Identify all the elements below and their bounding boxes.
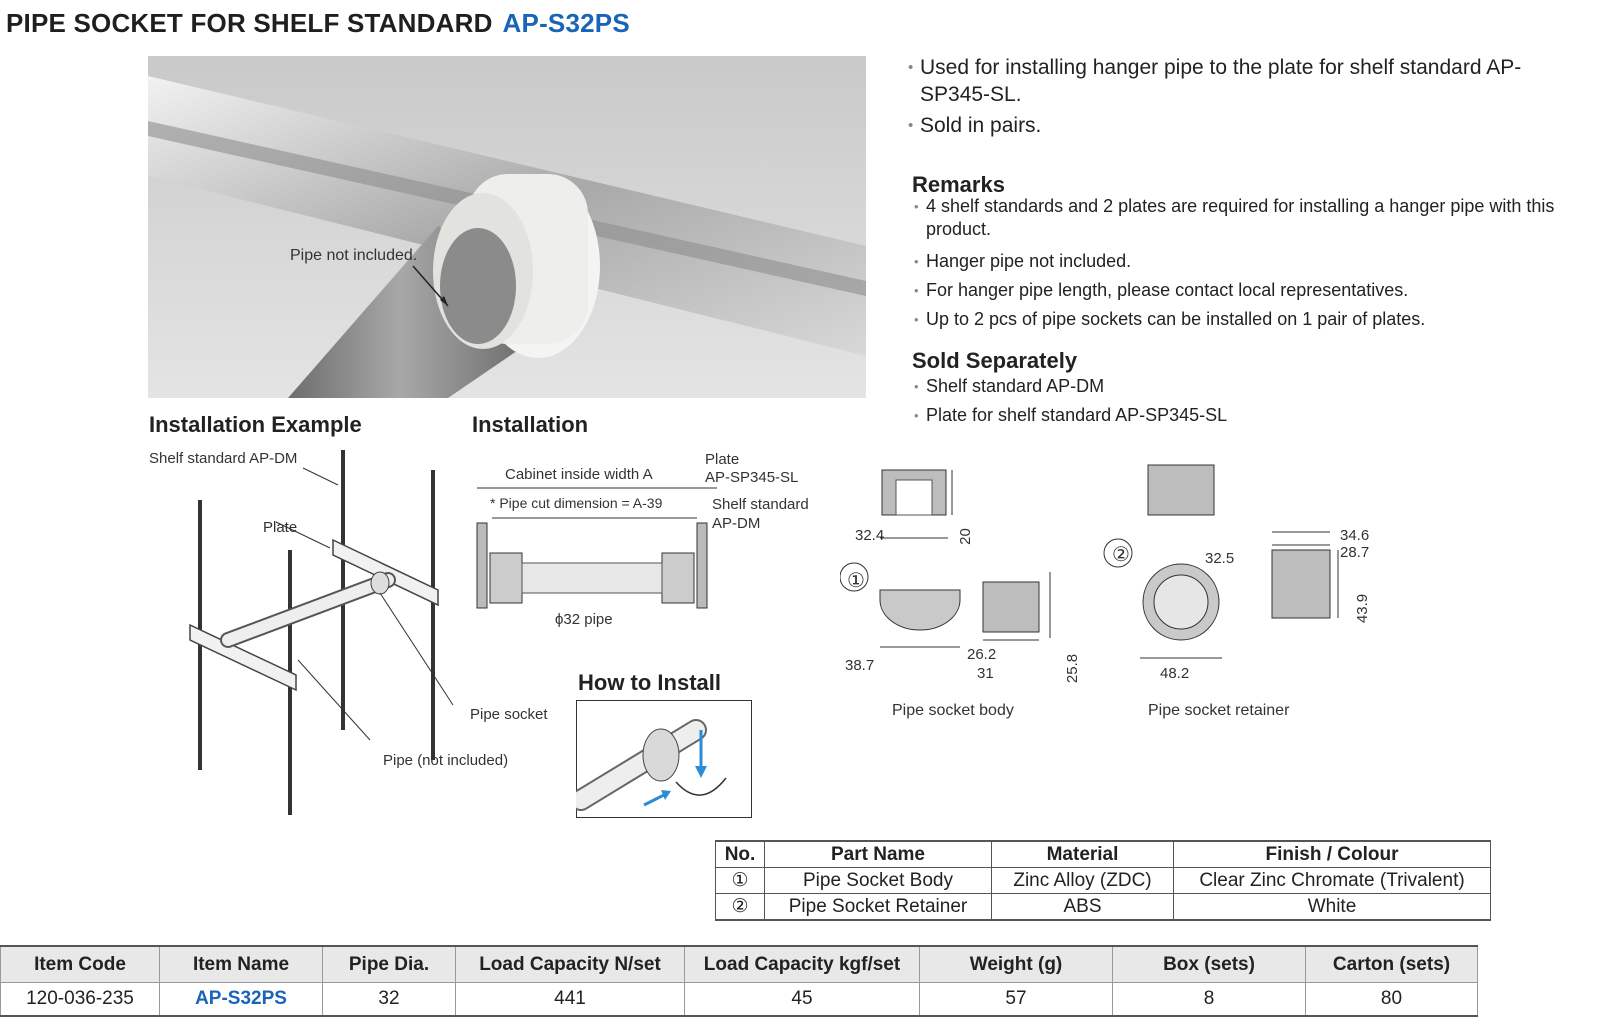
- cabinet-width-label: Cabinet inside width A: [505, 466, 653, 483]
- parts-table: [715, 840, 1491, 921]
- parts-header: No.: [716, 841, 765, 868]
- items-cell: 80: [1306, 983, 1478, 1017]
- remarks-item: • 4 shelf standards and 2 plates are required for installing a hanger pipe with this product.: [914, 195, 1604, 247]
- table-row: [1, 983, 1478, 1017]
- items-cell: 45: [685, 983, 920, 1017]
- title-text: PIPE SOCKET FOR SHELF STANDARD: [6, 8, 493, 38]
- pipe-socket-label: Pipe socket: [470, 706, 548, 723]
- pipe-dia-label: ϕ32 pipe: [555, 611, 613, 628]
- sold-separately-list: [914, 372, 1227, 430]
- install-standard-code: AP-DM: [712, 515, 761, 532]
- body-dim: 25.8: [1064, 653, 1082, 684]
- pipe-label: Pipe (not included): [383, 752, 509, 769]
- sold-separately-item: • Shelf standard AP-DM: [914, 372, 1227, 401]
- feature-item: • Used for installing hanger pipe to the plate for shelf standard AP-SP345-SL.: [908, 54, 1568, 108]
- items-cell: 32: [323, 983, 456, 1017]
- body-dim: 31: [977, 665, 994, 682]
- feature-list: [908, 54, 1568, 139]
- retainer-dim: 43.9: [1354, 593, 1372, 624]
- installation-example-heading: Installation Example: [149, 412, 362, 437]
- body-dim: 20: [956, 528, 974, 545]
- retainer-caption: Pipe socket retainer: [1148, 702, 1290, 719]
- retainer-dim: 48.2: [1160, 665, 1190, 682]
- remarks-item: • Hanger pipe not included.: [914, 247, 1604, 276]
- parts-cell: ABS: [992, 894, 1174, 921]
- plate-label: Plate: [263, 519, 298, 536]
- parts-cell: Clear Zinc Chromate (Trivalent): [1174, 868, 1491, 894]
- item-code-cell: 120-036-235: [1, 983, 160, 1017]
- installation-heading: Installation: [472, 412, 589, 437]
- items-cell: 8: [1113, 983, 1306, 1017]
- body-dim: 38.7: [845, 657, 875, 674]
- items-table: [0, 945, 1478, 1017]
- body-caption: Pipe socket body: [892, 702, 1014, 719]
- sold-separately-heading: Sold Separately: [912, 348, 1078, 373]
- items-header: Item Name: [160, 946, 323, 983]
- socket-retainer-drawing: [1100, 460, 1340, 700]
- remarks-list: [914, 195, 1604, 334]
- retainer-dim: 34.6: [1340, 527, 1370, 544]
- page-title: [6, 8, 630, 39]
- parts-header: Part Name: [765, 841, 992, 868]
- parts-header: Finish / Colour: [1174, 841, 1491, 868]
- items-cell: 57: [920, 983, 1113, 1017]
- parts-cell: ①: [716, 868, 765, 894]
- table-row: [716, 894, 1491, 921]
- how-to-install-diagram: [576, 700, 752, 818]
- parts-cell: Pipe Socket Body: [765, 868, 992, 894]
- install-plate-code: AP-SP345-SL: [705, 469, 799, 486]
- body-dim: 26.2: [967, 646, 997, 663]
- parts-header: Material: [992, 841, 1174, 868]
- remarks-heading: Remarks: [912, 172, 1005, 197]
- items-header: Load Capacity kgf/set: [685, 946, 920, 983]
- how-to-install-heading: How to Install: [578, 670, 721, 695]
- remarks-item: • For hanger pipe length, please contact local representatives.: [914, 276, 1604, 305]
- pipe-cut-label: * Pipe cut dimension = A-39: [490, 495, 663, 511]
- items-cell: 441: [456, 983, 685, 1017]
- parts-cell: ②: [716, 894, 765, 921]
- shelf-standard-label: Shelf standard AP-DM: [149, 450, 298, 467]
- retainer-dim: 28.7: [1340, 544, 1370, 561]
- remarks-item: • Up to 2 pcs of pipe sockets can be installed on 1 pair of plates.: [914, 305, 1604, 334]
- body-marker: ①: [847, 570, 865, 592]
- retainer-dim: 32.5: [1205, 550, 1235, 567]
- table-row: [716, 868, 1491, 894]
- title-code: AP-S32PS: [502, 8, 630, 38]
- item-name-link[interactable]: AP-S32PS: [160, 983, 323, 1017]
- sold-separately-item: • Plate for shelf standard AP-SP345-SL: [914, 401, 1227, 430]
- items-header: Carton (sets): [1306, 946, 1478, 983]
- items-header: Weight (g): [920, 946, 1113, 983]
- parts-cell: Pipe Socket Retainer: [765, 894, 992, 921]
- photo-callout: Pipe not included.: [290, 247, 418, 264]
- items-header: Pipe Dia.: [323, 946, 456, 983]
- items-header: Box (sets): [1113, 946, 1306, 983]
- retainer-marker: ②: [1112, 544, 1130, 566]
- body-dim: 32.4: [855, 527, 885, 544]
- product-photo: [148, 56, 866, 398]
- items-header: Item Code: [1, 946, 160, 983]
- install-standard-label: Shelf standard: [712, 496, 809, 513]
- parts-cell: White: [1174, 894, 1491, 921]
- parts-cell: Zinc Alloy (ZDC): [992, 868, 1174, 894]
- items-header-row: [1, 946, 1478, 983]
- install-plate-label: Plate: [705, 451, 740, 468]
- feature-item: • Sold in pairs.: [908, 112, 1568, 139]
- items-header: Load Capacity N/set: [456, 946, 685, 983]
- parts-header-row: [716, 841, 1491, 868]
